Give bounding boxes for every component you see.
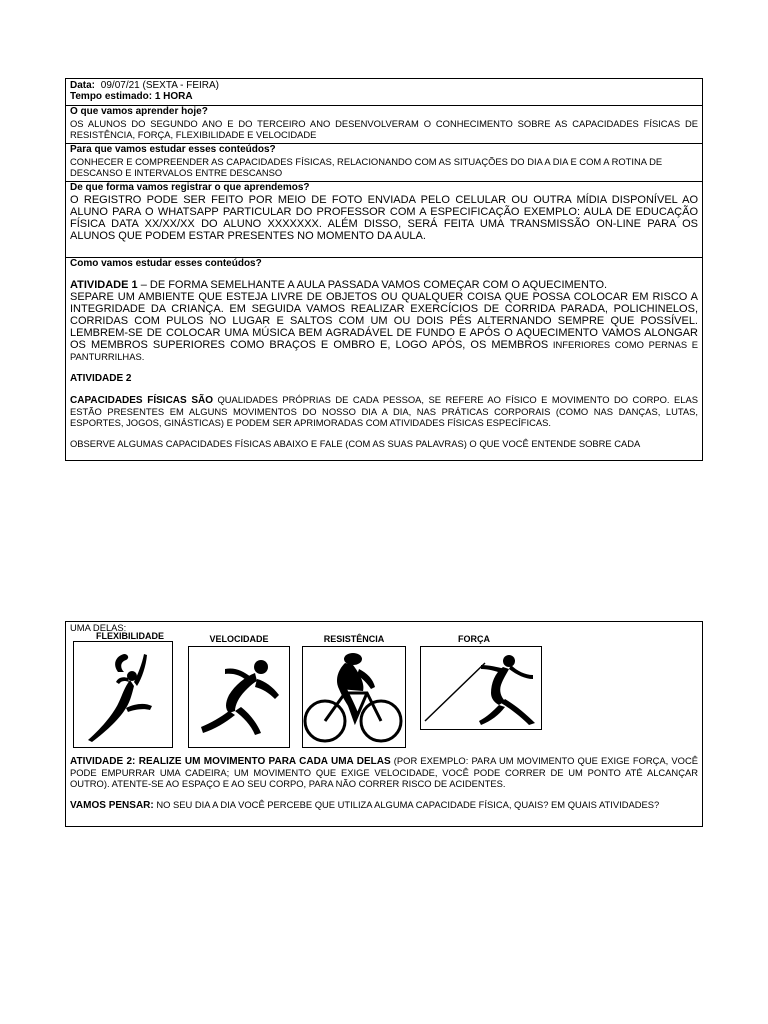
speed-label: VELOCIDADE	[209, 634, 269, 644]
register-question: De que forma vamos registrar o que aprendemos?	[70, 182, 310, 193]
activity2-title: ATIVIDADE 2	[70, 373, 132, 384]
capacities-label: CAPACIDADES FÍSICAS SÃO	[70, 395, 214, 406]
activity2-instruction	[70, 755, 698, 789]
activity1-paragraph	[70, 279, 698, 363]
why-question: Para que vamos estudar esses conteúdos?	[70, 144, 276, 155]
date-label: Data:	[70, 80, 96, 91]
think-label: VAMOS PENSAR:	[70, 800, 154, 811]
capacities-definition: QUALIDADES PRÓPRIAS DE CADA PESSOA, SE REFERE AO FÍSICO E MOVIMENTO DO CORPO.	[213, 394, 670, 405]
why-answer: CONHECER E COMPREENDER AS CAPACIDADES FÍSICAS, RELACIONANDO COM AS SITUAÇÕES DO DIA A DIA E COM A ROTINA DE DESCANSO E INTERVALOS ENTRE DESCANSO	[70, 156, 663, 178]
time-estimate: Tempo estimado: 1 HORA	[70, 91, 193, 102]
flexibility-gymnast-icon	[73, 641, 173, 748]
flexibility-label: FLEXIBILIDADE	[95, 631, 164, 641]
date-value: 09/07/21 (SEXTA - FEIRA)	[100, 80, 219, 91]
learn-answer: OS ALUNOS DO SEGUNDO ANO E DO TERCEIRO ANO DESENVOLVERAM O CONHECIMENTO SOBRE AS CAPACIDADES FÍSICAS DE RESISTÊNCIA, FORÇA, FLEXIBILIDADE E VELOCIDADE	[70, 118, 698, 140]
capacities-details: ELAS ESTÃO PRESENTES EM ALGUNS MOVIMENTOS DO NOSSO DIA A DIA, NAS PRÁTICAS CORPORAIS (COMO NAS DANÇAS, LUTAS, ESPORTES, JOGOS, GINÁSTICAS) E PODEM SER APRIMORADAS COM ATIVIDADES FÍSICAS ESPECÍFICAS.	[70, 394, 698, 428]
why-section	[66, 144, 702, 182]
sprinter-icon	[188, 646, 290, 748]
activity1-intro: – DE FORMA SEMELHANTE A AULA PASSADA VAMOS COMEÇAR COM O AQUECIMENTO.	[137, 279, 608, 291]
activity1-body-end: INFERIORES COMO PERNAS E PANTURRILHAS.	[70, 339, 699, 362]
activity2-label: ATIVIDADE 2: REALIZE UM MOVIMENTO PARA CADA UMA DELAS	[70, 756, 391, 767]
strength-label: FORÇA	[458, 634, 490, 644]
lesson-plan-table	[65, 78, 703, 461]
cyclist-icon	[302, 646, 406, 748]
observe-instruction: OBSERVE ALGUMAS CAPACIDADES FÍSICAS ABAIXO E FALE (COM AS SUAS PALAVRAS) O QUE VOCÊ ENTENDE SOBRE CADA	[70, 438, 641, 449]
continuation-table	[65, 621, 703, 827]
register-answer: O REGISTRO PODE SER FEITO POR MEIO DE FOTO ENVIADA PELO CELULAR OU OUTRA MÍDIA DISPONÍVEL AO ALUNO PARA O WHATSAPP PARTICULAR DO PROFESSOR COM A ESPECIFICAÇÃO EXEMPLO: AULA DE EDUCAÇÃO FÍSICA DATA XX/XX/XX DO ALUNO XXXXXXX. ALÉM DISSO, SERÁ FEITA UMA TRANSMISSÃO ON-LINE PARA OS ALUNOS QUE PODEM ESTAR PRESENTES NO MOMENTO DA AULA.	[70, 194, 698, 242]
activity1-body: SEPARE UM AMBIENTE QUE ESTEJA LIVRE DE OBJETOS OU QUALQUER COISA QUE POSSA COLOCAR EM RISCO A INTEGRIDADE DA CRIANÇA. EM SEGUIDA VAMOS REALIZAR EXERCÍCIOS DE CORRIDA PARADA, POLICHINELOS, CORRIDAS COM PULOS NO LUGAR E SALTOS COM UM OU DOIS PÉS ALTERNANDO SEMPRE QUE POSSÍVEL. LEMBREM-SE DE COLOCAR UMA MÚSICA BEM AGRADÁVEL DE FUNDO E APÓS O AQUECIMENTO VAMOS ALONGAR OS MEMBROS SUPERIORES COMO BRAÇOS E OMBRO E, LOGO APÓS, OS MEMBROS	[70, 291, 698, 351]
javelin-thrower-icon	[420, 646, 542, 730]
learn-section	[66, 106, 702, 144]
capacities-paragraph	[70, 394, 698, 428]
think-question	[70, 799, 698, 811]
register-section	[66, 182, 702, 258]
activity1-label: ATIVIDADE 1	[70, 279, 138, 291]
how-section	[66, 258, 702, 463]
activity2-text: (POR EXEMPLO: PARA UM MOVIMENTO QUE EXIGE FORÇA, VOCÊ PODE EMPURRAR UMA CADEIRA; UM MOVIMENTO QUE EXIGE VELOCIDADE, VOCÊ PODE CORRER DE UM PONTO ATÉ ALCANÇAR OUTRO). ATENTE-SE AO ESPAÇO E AO SEU CORPO, PARA NÃO CORRER RISCO DE ACIDENTES.	[70, 755, 698, 789]
endurance-label: RESISTÊNCIA	[323, 634, 385, 644]
header-row	[66, 79, 702, 106]
think-text: NO SEU DIA A DIA VOCÊ PERCEBE QUE UTILIZA ALGUMA CAPACIDADE FÍSICA, QUAIS? EM QUAIS ATIVIDADES?	[153, 799, 660, 810]
continuation-text: UMA DELAS:	[70, 622, 127, 633]
how-question: Como vamos estudar esses conteúdos?	[70, 258, 262, 269]
learn-question: O que vamos aprender hoje?	[70, 106, 208, 117]
